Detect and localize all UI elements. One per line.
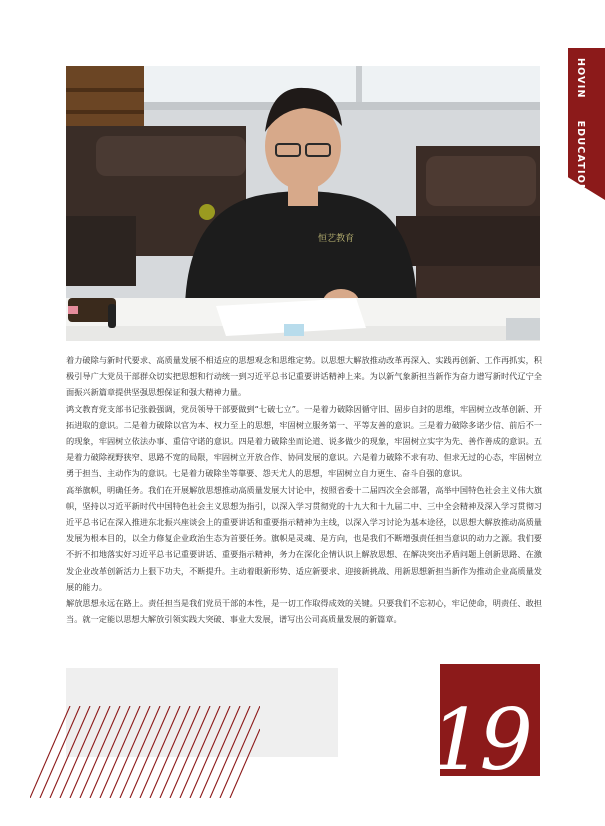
article-paragraph-2: 鸿文教育党支部书记张毅强调，党员领导干部要做到“七破七立”。一是着力破除因循守旧、固步自封的思维，牢固树立改革创新、开拓进取的意识。二是着力破除以官为本、权力至上的思想，牢固树立服务第一、平等友善的意识。三是着力破除多诺少信、前后不一的现象，牢固树立依法办事、重信守诺的意识。四是着力破除坐而论道、说多做少的现象，牢固树立实字为先、善作善成的意识。五是着力破除视野狭窄、思路不宽的局限，牢固树立开放合作、协同发展的意识。六是着力破除不求有功、但求无过的心态，牢固树立勇于担当、主动作为的意识。七是着力破除坐等靠要、怨天尤人的思想，牢固树立自力更生、奋斗自强的意识。 <box>66 403 542 479</box>
brand-vertical-label <box>575 58 586 198</box>
page-number: 19 <box>430 691 529 789</box>
article-photo <box>66 66 540 341</box>
shirt-logo-text: 恒艺教育 <box>318 234 355 244</box>
article-paragraph-4: 解放思想永远在路上。责任担当是我们党员干部的本性，是一切工作取得成效的关键。只要我们不忘初心，牢记使命，明责任、敢担当。就一定能以思想大解放引领实践大突破、事业大发展，谱写出公司高质量发展的新篇章。 <box>66 598 542 625</box>
photo-illustration <box>66 66 540 341</box>
brand-word-education: EDUCATION <box>575 120 586 194</box>
article-paragraph-3: 高举旗帜，明确任务。我们在开展解放思想推动高质量发展大讨论中，按照省委十二届四次全会部署，高举中国特色社会主义伟大旗帜，坚持以习近平新时代中国特色社会主义思想为指引，以深入学习贯彻党的十九大和十九届二中、三中全会精神及深入学习贯彻习近平总书记在深入推进东北振兴座谈会上的重要讲话和重要指示精神为主线，以深入学习讨论为基本途径，以思想大解放推动高质量发展为根本目的，以全力修复企业政治生态为首要任务。旗帜是灵魂、是方向，也是我们不断增强责任担当意识的动力之源。我们要不折不扣地落实好习近平总书记重要讲话、重要指示精神，务力在深化企情认识上解放思想、在解决突出矛盾问题上创新思路、在激发企业改革创新活力上狠下功夫，不断提升。主动着眼新形势、适应新要求、迎接新挑战、用新思想新担当新作为推动企业高质量发展的能力。 <box>66 484 542 592</box>
brand-word-hovin: HOVIN <box>575 58 586 99</box>
brand-tab <box>568 48 605 200</box>
decorative-hatch-lines <box>30 706 260 798</box>
article-body <box>66 352 542 627</box>
article-paragraph-1: 着力破除与新时代要求、高质量发展不相适应的思想观念和思维定势。以思想大解放推动改革再深入、实践再创新、工作再抓实，积极引导广大党员干部群众切实把思想和行动统一到习近平总书记重要讲话精神上来。为以新气象新担当新作为奋力谱写新时代辽宁全面振兴新篇章提供坚强思想保证和强大精神力量。 <box>66 355 542 398</box>
